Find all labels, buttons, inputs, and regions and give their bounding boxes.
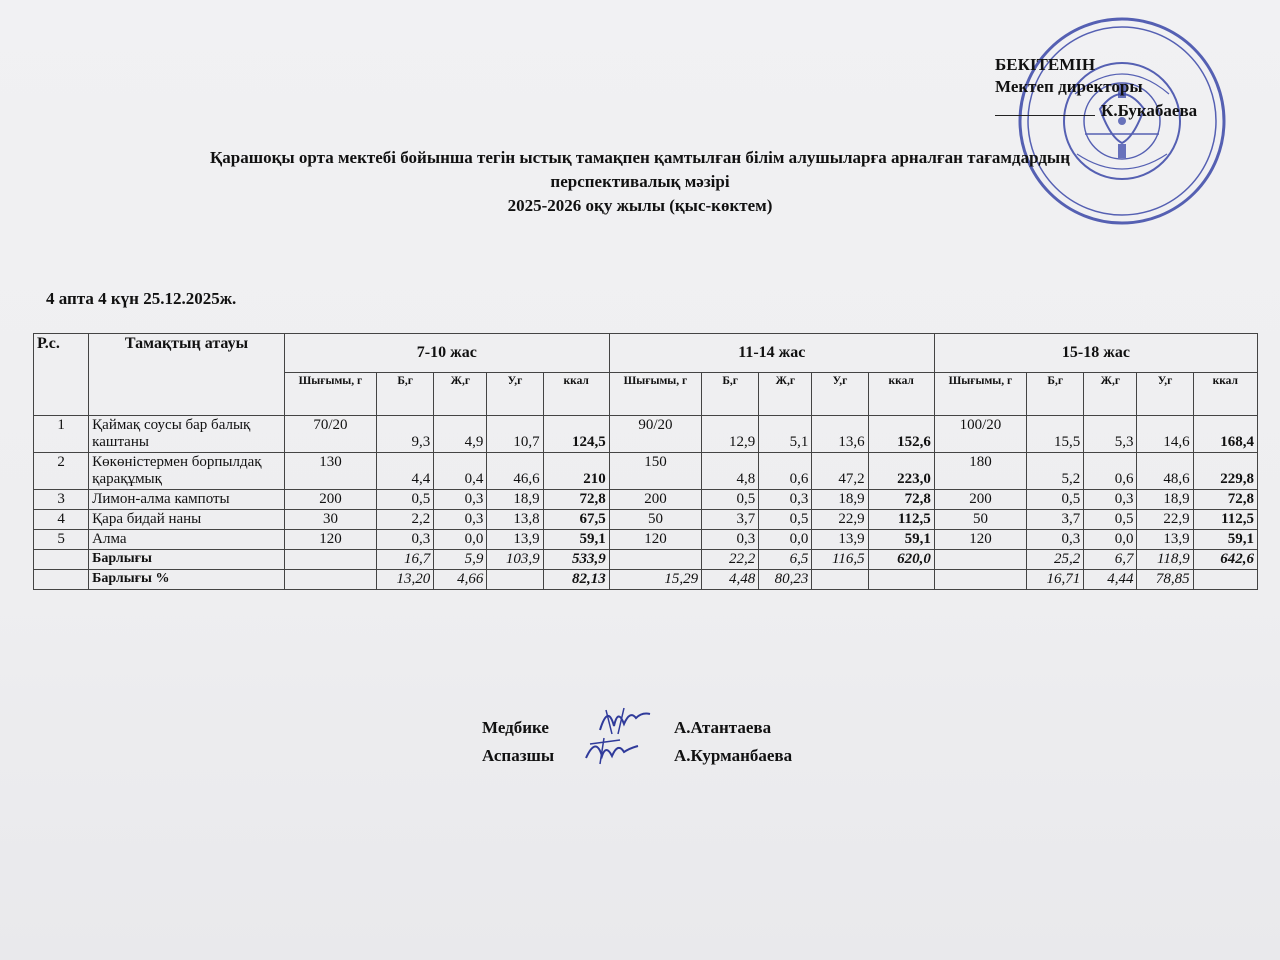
total-cell: 6,7 xyxy=(1084,550,1137,570)
total-cell: 4,66 xyxy=(434,570,487,590)
value-cell: 14,6 xyxy=(1137,416,1193,453)
total-cell: 620,0 xyxy=(868,550,934,570)
total-cell: 82,13 xyxy=(543,570,609,590)
value-cell: 70/20 xyxy=(284,416,376,453)
kcal-cell: 59,1 xyxy=(543,530,609,550)
subheader-cell: Ж,г xyxy=(434,373,487,416)
value-cell: 2,2 xyxy=(377,510,434,530)
value-cell: 120 xyxy=(609,530,701,550)
subheader-cell: ккал xyxy=(868,373,934,416)
value-cell: 0,4 xyxy=(434,453,487,490)
table-row xyxy=(34,416,1258,453)
value-cell: 4,4 xyxy=(377,453,434,490)
value-cell: 22,9 xyxy=(1137,510,1193,530)
kcal-cell: 223,0 xyxy=(868,453,934,490)
table-row xyxy=(34,510,1258,530)
row-number: 5 xyxy=(34,530,89,550)
row-number: 1 xyxy=(34,416,89,453)
total-cell xyxy=(609,550,701,570)
day-date-label: 4 апта 4 күн 25.12.2025ж. xyxy=(46,289,237,308)
value-cell: 130 xyxy=(284,453,376,490)
value-cell: 13,6 xyxy=(812,416,868,453)
handwritten-signature-icon xyxy=(594,704,654,738)
kcal-cell: 112,5 xyxy=(868,510,934,530)
subheader-cell: У,г xyxy=(487,373,543,416)
total-cell: 103,9 xyxy=(487,550,543,570)
total-cell xyxy=(934,550,1026,570)
total-cell xyxy=(934,570,1026,590)
kcal-cell: 59,1 xyxy=(1193,530,1257,550)
age-group-header: 15-18 жас xyxy=(934,334,1257,373)
value-cell: 30 xyxy=(284,510,376,530)
value-cell: 0,3 xyxy=(702,530,759,550)
kcal-cell: 168,4 xyxy=(1193,416,1257,453)
signature-role: Медбике xyxy=(482,718,549,737)
subheader-cell: ккал xyxy=(543,373,609,416)
total-cell xyxy=(812,570,868,590)
kcal-cell: 210 xyxy=(543,453,609,490)
subheader-cell: ккал xyxy=(1193,373,1257,416)
handwritten-signature-icon xyxy=(582,734,642,768)
value-cell: 120 xyxy=(934,530,1026,550)
total-cell: 118,9 xyxy=(1137,550,1193,570)
total-cell: 13,20 xyxy=(377,570,434,590)
value-cell: 18,9 xyxy=(812,490,868,510)
approval-title: БЕКІТЕМІН xyxy=(995,55,1096,74)
value-cell: 5,2 xyxy=(1027,453,1084,490)
value-cell: 5,1 xyxy=(759,416,812,453)
total-cell: 22,2 xyxy=(702,550,759,570)
value-cell: 22,9 xyxy=(812,510,868,530)
value-cell: 0,5 xyxy=(759,510,812,530)
header-row xyxy=(34,334,1258,373)
title-line-1: Қарашоқы орта мектебі бойынша тегін ыстық тамақпен қамтылған білім алушыларға арналған тағамдардың xyxy=(209,148,1071,167)
total-cell xyxy=(487,570,543,590)
value-cell: 3,7 xyxy=(702,510,759,530)
value-cell: 0,5 xyxy=(702,490,759,510)
signature-line xyxy=(995,101,1095,116)
value-cell: 4,8 xyxy=(702,453,759,490)
total-cell xyxy=(284,570,376,590)
total-row xyxy=(34,550,1258,570)
approval-block xyxy=(995,54,1245,122)
kcal-cell: 72,8 xyxy=(1193,490,1257,510)
value-cell: 120 xyxy=(284,530,376,550)
col-name-header: Тамақтың атауы xyxy=(89,334,285,416)
subheader-cell: У,г xyxy=(812,373,868,416)
value-cell: 200 xyxy=(934,490,1026,510)
value-cell: 12,9 xyxy=(702,416,759,453)
value-cell: 0,3 xyxy=(1027,530,1084,550)
dish-name: Көкөністермен борпылдақ қарақұмық xyxy=(89,453,285,490)
value-cell: 180 xyxy=(934,453,1026,490)
total-cell: 16,71 xyxy=(1027,570,1084,590)
kcal-cell: 124,5 xyxy=(543,416,609,453)
subheader-cell: Б,г xyxy=(1027,373,1084,416)
value-cell: 5,3 xyxy=(1084,416,1137,453)
row-number: 4 xyxy=(34,510,89,530)
table-row xyxy=(34,490,1258,510)
subheader-cell: Б,г xyxy=(702,373,759,416)
total-cell: 15,29 xyxy=(609,570,701,590)
dish-name: Қаймақ соусы бар балық каштаны xyxy=(89,416,285,453)
total-label: Барлығы % xyxy=(89,570,285,590)
value-cell: 13,9 xyxy=(1137,530,1193,550)
kcal-cell: 112,5 xyxy=(1193,510,1257,530)
value-cell: 200 xyxy=(609,490,701,510)
signature-name: А.Атантаева xyxy=(674,718,772,737)
value-cell: 4,9 xyxy=(434,416,487,453)
document-title xyxy=(120,146,1160,218)
value-cell: 50 xyxy=(609,510,701,530)
subheader-cell: Ж,г xyxy=(1084,373,1137,416)
value-cell: 15,5 xyxy=(1027,416,1084,453)
menu-table xyxy=(33,333,1258,590)
dish-name: Алма xyxy=(89,530,285,550)
empty-cell xyxy=(34,550,89,570)
age-group-header: 7-10 жас xyxy=(284,334,609,373)
col-number-header: Р.с. xyxy=(34,334,89,416)
value-cell: 0,5 xyxy=(1027,490,1084,510)
total-cell: 116,5 xyxy=(812,550,868,570)
approval-signature-line xyxy=(995,100,1245,122)
value-cell: 100/20 xyxy=(934,416,1026,453)
subheader-cell: Шығымы, г xyxy=(609,373,701,416)
total-cell xyxy=(868,570,934,590)
total-label: Барлығы xyxy=(89,550,285,570)
value-cell: 0,3 xyxy=(434,490,487,510)
value-cell: 13,9 xyxy=(487,530,543,550)
total-cell: 533,9 xyxy=(543,550,609,570)
kcal-cell: 59,1 xyxy=(868,530,934,550)
dish-name: Лимон-алма кампоты xyxy=(89,490,285,510)
kcal-cell: 67,5 xyxy=(543,510,609,530)
subheader-cell: У,г xyxy=(1137,373,1193,416)
value-cell: 3,7 xyxy=(1027,510,1084,530)
subheader-cell: Ж,г xyxy=(759,373,812,416)
value-cell: 13,9 xyxy=(812,530,868,550)
value-cell: 50 xyxy=(934,510,1026,530)
value-cell: 9,3 xyxy=(377,416,434,453)
table-row xyxy=(34,453,1258,490)
value-cell: 0,0 xyxy=(759,530,812,550)
total-cell: 78,85 xyxy=(1137,570,1193,590)
row-number: 3 xyxy=(34,490,89,510)
signature-name: А.Курманбаева xyxy=(674,746,793,765)
kcal-cell: 152,6 xyxy=(868,416,934,453)
value-cell: 0,3 xyxy=(1084,490,1137,510)
approver-name: К.Букабаева xyxy=(1101,101,1198,120)
value-cell: 0,3 xyxy=(759,490,812,510)
subheader-cell: Б,г xyxy=(377,373,434,416)
value-cell: 18,9 xyxy=(487,490,543,510)
value-cell: 0,3 xyxy=(434,510,487,530)
approval-position: Мектеп директоры xyxy=(995,77,1143,96)
value-cell: 0,0 xyxy=(434,530,487,550)
kcal-cell: 229,8 xyxy=(1193,453,1257,490)
value-cell: 0,6 xyxy=(1084,453,1137,490)
value-cell: 10,7 xyxy=(487,416,543,453)
kcal-cell: 72,8 xyxy=(543,490,609,510)
total-cell: 4,44 xyxy=(1084,570,1137,590)
title-line-2: перспективалық мәзірі xyxy=(550,172,730,191)
value-cell: 0,6 xyxy=(759,453,812,490)
subheader-cell: Шығымы, г xyxy=(284,373,376,416)
value-cell: 0,5 xyxy=(1084,510,1137,530)
total-cell: 642,6 xyxy=(1193,550,1257,570)
value-cell: 0,5 xyxy=(377,490,434,510)
total-cell: 80,23 xyxy=(759,570,812,590)
kcal-cell: 72,8 xyxy=(868,490,934,510)
signature-role: Аспазшы xyxy=(482,746,555,765)
title-line-3: 2025-2026 оқу жылы (қыс-көктем) xyxy=(507,196,773,215)
value-cell: 90/20 xyxy=(609,416,701,453)
value-cell: 48,6 xyxy=(1137,453,1193,490)
total-cell xyxy=(284,550,376,570)
value-cell: 47,2 xyxy=(812,453,868,490)
total-cell: 16,7 xyxy=(377,550,434,570)
age-group-header: 11-14 жас xyxy=(609,334,934,373)
table-row xyxy=(34,530,1258,550)
total-cell xyxy=(1193,570,1257,590)
total-cell: 25,2 xyxy=(1027,550,1084,570)
dish-name: Қара бидай наны xyxy=(89,510,285,530)
total-percent-row xyxy=(34,570,1258,590)
row-number: 2 xyxy=(34,453,89,490)
value-cell: 18,9 xyxy=(1137,490,1193,510)
value-cell: 150 xyxy=(609,453,701,490)
value-cell: 200 xyxy=(284,490,376,510)
empty-cell xyxy=(34,570,89,590)
value-cell: 0,0 xyxy=(1084,530,1137,550)
subheader-cell: Шығымы, г xyxy=(934,373,1026,416)
total-cell: 6,5 xyxy=(759,550,812,570)
value-cell: 46,6 xyxy=(487,453,543,490)
value-cell: 0,3 xyxy=(377,530,434,550)
total-cell: 5,9 xyxy=(434,550,487,570)
total-cell: 4,48 xyxy=(702,570,759,590)
value-cell: 13,8 xyxy=(487,510,543,530)
